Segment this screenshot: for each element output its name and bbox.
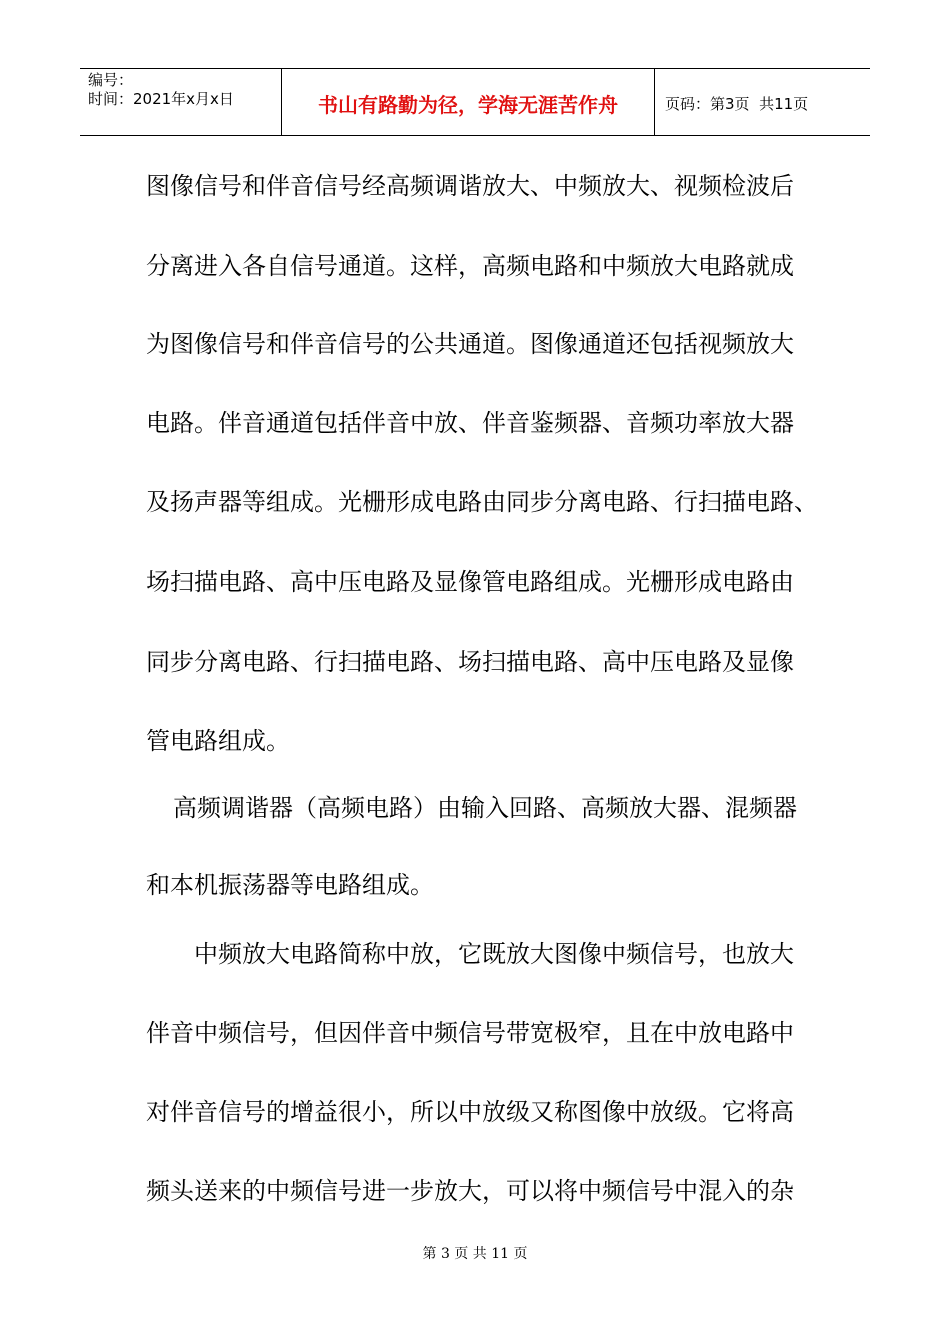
body-line: 分离进入各自信号通道。这样，高频电路和中频放大电路就成 — [146, 252, 794, 280]
header-meta — [88, 71, 234, 109]
body-line: 中频放大电路简称中放，它既放大图像中频信号，也放大 — [194, 940, 794, 968]
body-line: 图像信号和伴音信号经高频调谐放大、中频放大、视频检波后 — [146, 172, 794, 200]
header-page-code: 页码：第3页 共11页 — [665, 95, 809, 113]
body-line: 为图像信号和伴音信号的公共通道。图像通道还包括视频放大 — [146, 330, 794, 358]
document-header — [80, 68, 870, 136]
body-line: 伴音中频信号，但因伴音中频信号带宽极窄，且在中放电路中 — [146, 1019, 794, 1047]
body-line: 及扬声器等组成。光栅形成电路由同步分离电路、行扫描电路、 — [146, 488, 818, 516]
body-line: 管电路组成。 — [146, 727, 290, 755]
body-line: 场扫描电路、高中压电路及显像管电路组成。光栅形成电路由 — [146, 568, 794, 596]
header-divider — [654, 69, 655, 136]
body-line: 和本机振荡器等电路组成。 — [146, 871, 434, 899]
header-motto: 书山有路勤为径，学海无涯苦作舟 — [318, 93, 618, 117]
body-line: 电路。伴音通道包括伴音中放、伴音鉴频器、音频功率放大器 — [146, 409, 794, 437]
body-line: 频头送来的中频信号进一步放大，可以将中频信号中混入的杂 — [146, 1177, 794, 1205]
body-line: 同步分离电路、行扫描电路、场扫描电路、高中压电路及显像 — [146, 648, 794, 676]
body-line: 对伴音信号的增益很小，所以中放级又称图像中放级。它将高 — [146, 1098, 794, 1126]
body-line: 高频调谐器（高频电路）由输入回路、高频放大器、混频器 — [173, 794, 797, 822]
page-footer: 第 3 页 共 11 页 — [422, 1246, 528, 1262]
document-number-label: 编号： — [88, 71, 134, 89]
document-date-label: 时间：2021年x月x日 — [88, 90, 234, 108]
